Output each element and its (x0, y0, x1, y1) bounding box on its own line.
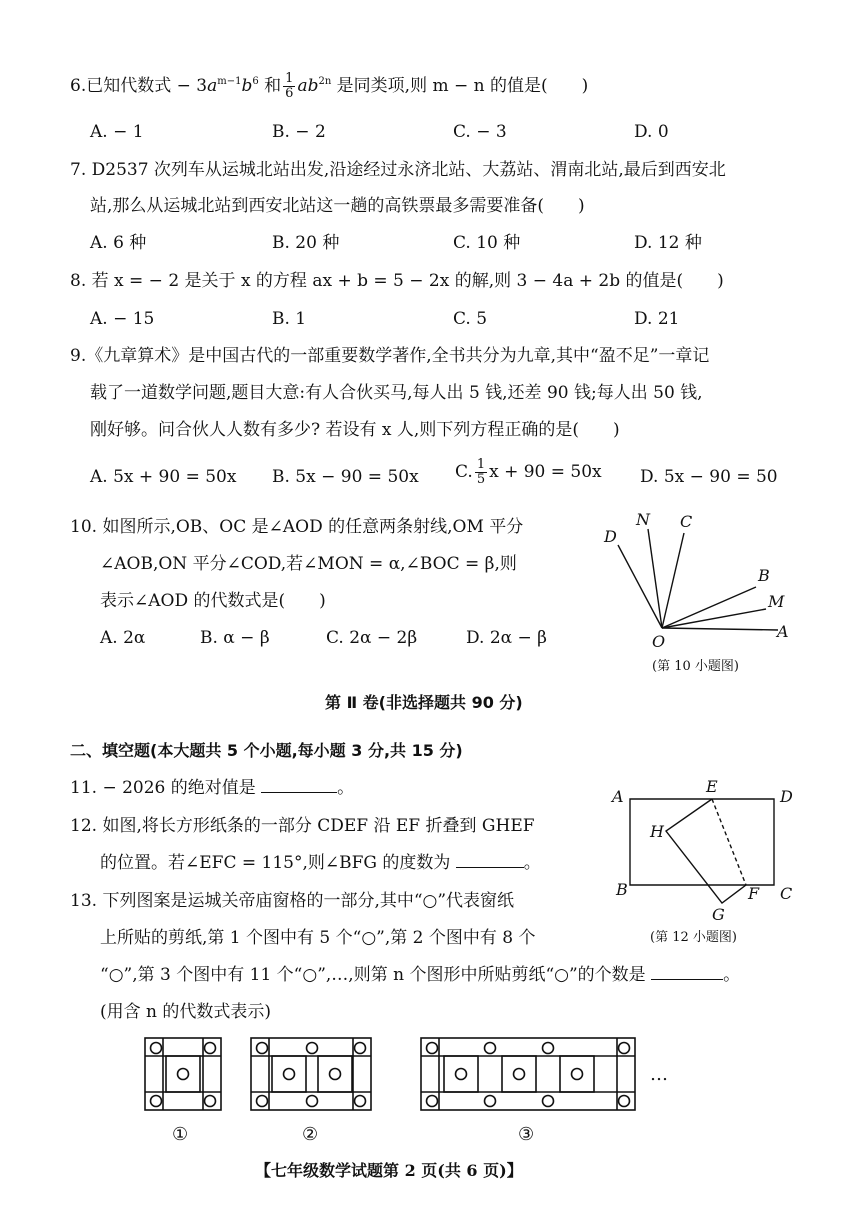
q9-option-c-num: 1 (476, 457, 486, 472)
q11-text: 11. − 2026 的绝对值是 (70, 778, 256, 798)
q8-close: ) (717, 271, 724, 291)
question-9-line-2: 载了一道数学问题,题目大意:有人合伙买马,每人出 5 钱,还差 90 钱;每人出 50 钱, (90, 383, 703, 403)
question-10-line-1: 10. 如图所示,OB、OC 是∠AOD 的任意两条射线,OM 平分 (70, 517, 524, 537)
q11-answer-blank[interactable] (261, 792, 337, 793)
q8-option-d[interactable]: D. 21 (634, 309, 680, 329)
q8-option-c[interactable]: C. 5 (453, 309, 488, 329)
rect-remaining (630, 799, 746, 885)
q8-option-a[interactable]: A. − 15 (90, 309, 155, 329)
section-2-title: 第 Ⅱ 卷(非选择题共 90 分) (325, 693, 523, 712)
q10-close: ) (319, 591, 326, 611)
q7-close: ) (578, 196, 585, 216)
pattern-ellipsis: … (650, 1064, 668, 1085)
q6-term2-base: ab (297, 76, 319, 96)
ray-oc (662, 533, 684, 628)
folded-flap-ghef (666, 799, 746, 903)
label-a: A (777, 622, 789, 641)
q6-option-b[interactable]: B. − 2 (272, 122, 326, 142)
label-c: C (780, 884, 793, 903)
q10-option-a[interactable]: A. 2α (100, 628, 146, 648)
q6-term1-exp: m−1 (217, 76, 242, 87)
q6-frac-num: 1 (285, 71, 294, 86)
question-13-line-1: 13. 下列图案是运城关帝庙窗格的一部分,其中“○”代表窗纸 (70, 891, 515, 911)
label-d: D (780, 787, 793, 806)
question-13-line-2: 上所贴的剪纸,第 1 个图中有 5 个“○”,第 2 个图中有 8 个 (100, 928, 536, 948)
q13-answer-blank[interactable] (651, 979, 723, 980)
question-10-line-2: ∠AOB,ON 平分∠COD,若∠MON = α,∠BOC = β,则 (100, 554, 517, 574)
q6-term1-exp2: 6 (252, 76, 259, 87)
q13-line3-text: “○”,第 3 个图中有 11 个“○”,…,则第 n 个图形中所贴剪纸“○”的个数是 (100, 965, 646, 985)
pattern-3-label: ③ (518, 1124, 535, 1145)
q6-term1-base: a (207, 76, 218, 96)
q6-option-c[interactable]: C. − 3 (453, 122, 507, 142)
q7-option-c[interactable]: C. 10 种 (453, 233, 521, 253)
q6-number: 6. (70, 76, 87, 96)
label-o: O (652, 632, 666, 651)
q9-option-d[interactable]: D. 5x − 90 = 50 (640, 467, 778, 487)
rect-right (712, 799, 774, 885)
figure-10-caption: (第 10 小题图) (652, 659, 739, 674)
question-11 (70, 776, 354, 800)
question-12-line-1: 12. 如图,将长方形纸条的一部分 CDEF 沿 EF 折叠到 GHEF (70, 816, 535, 836)
q7-option-a[interactable]: A. 6 种 (90, 233, 147, 253)
q6-term1-base2: b (241, 76, 253, 96)
q10-option-c[interactable]: C. 2α − 2β (326, 628, 418, 648)
label-g: G (712, 905, 725, 924)
q8-option-b[interactable]: B. 1 (272, 309, 307, 329)
ray-oa (662, 628, 778, 630)
label-b: B (616, 880, 628, 899)
q6-option-d[interactable]: D. 0 (634, 122, 669, 142)
ray-od (618, 545, 662, 628)
label-b: B (758, 566, 770, 585)
ray-on (648, 529, 662, 628)
question-9-line-1: 9.《九章算术》是中国古代的一部重要数学著作,全书共分为九章,其中“盈不足”一章记 (70, 346, 710, 366)
question-7-line-2 (90, 194, 585, 218)
label-e: E (706, 777, 718, 796)
label-m: M (768, 592, 785, 611)
question-13-line-3 (100, 963, 740, 987)
question-7-line-1: 7. D2537 次列车从运城北站出发,沿途经过永济北站、大荔站、渭南北站,最后到西安北 (70, 160, 726, 180)
ray-ob (662, 587, 756, 628)
q13-end: 。 (723, 965, 741, 985)
q9-option-c-rest: x + 90 = 50x (489, 462, 602, 482)
fill-in-header: 二、填空题(本大题共 5 个小题,每小题 3 分,共 15 分) (70, 741, 463, 760)
q11-end: 。 (337, 778, 355, 798)
q6-fraction (283, 72, 295, 101)
question-13-line-4: (用含 n 的代数式表示) (100, 1002, 272, 1022)
lattice-patterns (140, 1036, 720, 1151)
q12-line2-text: 的位置。若∠EFC = 115°,则∠BFG 的度数为 (100, 853, 451, 873)
q12-answer-blank[interactable] (456, 867, 524, 868)
q9-option-c[interactable] (455, 458, 602, 487)
q9-option-c-den: 5 (476, 472, 486, 487)
figure-10-angles (596, 505, 806, 675)
question-10-line-3 (100, 589, 326, 613)
pattern-2-label: ② (302, 1124, 319, 1145)
q9-option-c-fraction (475, 458, 487, 487)
q6-term2-exp: 2n (318, 76, 332, 87)
q10-line3-text: 表示∠AOD 的代数式是( (100, 591, 286, 611)
label-n: N (636, 510, 650, 529)
q6-option-a[interactable]: A. − 1 (90, 122, 144, 142)
q10-option-b[interactable]: B. α − β (200, 628, 270, 648)
q7-line2-text: 站,那么从运城北站到西安北站这一趟的高铁票最多需要准备( (90, 196, 545, 216)
label-a: A (612, 787, 624, 806)
figure-12-fold (604, 775, 804, 950)
q9-option-c-prefix: C. (455, 462, 473, 482)
pattern-1-label: ① (172, 1124, 189, 1145)
label-h: H (650, 822, 664, 841)
q6-frac-den: 6 (285, 86, 294, 101)
figure-12-caption: (第 12 小题图) (650, 930, 737, 945)
question-8 (70, 269, 724, 293)
pattern-2 (251, 1038, 371, 1110)
q6-post: 是同类项,则 m − n 的值是( (331, 76, 548, 96)
pattern-1 (145, 1038, 221, 1110)
q8-text: 8. 若 x = − 2 是关于 x 的方程 ax + b = 5 − 2x 的解,则 3 − 4a + 2b 的值是( (70, 271, 684, 291)
page-footer: 【七年级数学试题第 2 页(共 6 页)】 (255, 1161, 523, 1180)
q6-mid: 和 (258, 76, 282, 96)
q10-option-d[interactable]: D. 2α − β (466, 628, 548, 648)
label-c: C (680, 512, 693, 531)
q6-close: ) (581, 76, 589, 96)
ray-om (662, 609, 766, 628)
q7-option-d[interactable]: D. 12 种 (634, 233, 702, 253)
q12-end: 。 (523, 853, 541, 873)
q6-pre: 已知代数式 − 3 (86, 76, 208, 96)
label-f: F (748, 884, 760, 903)
question-9-line-3 (90, 418, 620, 442)
q9-line3-text: 刚好够。问合伙人人数有多少? 若设有 x 人,则下列方程正确的是( (90, 420, 579, 440)
q9-option-b[interactable]: B. 5x − 90 = 50x (272, 467, 419, 487)
q9-close: ) (612, 420, 620, 440)
q7-option-b[interactable]: B. 20 种 (272, 233, 340, 253)
question-12-line-2 (100, 851, 541, 875)
fold-line-ef (712, 799, 746, 885)
label-d: D (604, 527, 617, 546)
q9-option-a[interactable]: A. 5x + 90 = 50x (90, 467, 237, 487)
question-6 (70, 70, 588, 101)
pattern-3 (421, 1038, 635, 1110)
